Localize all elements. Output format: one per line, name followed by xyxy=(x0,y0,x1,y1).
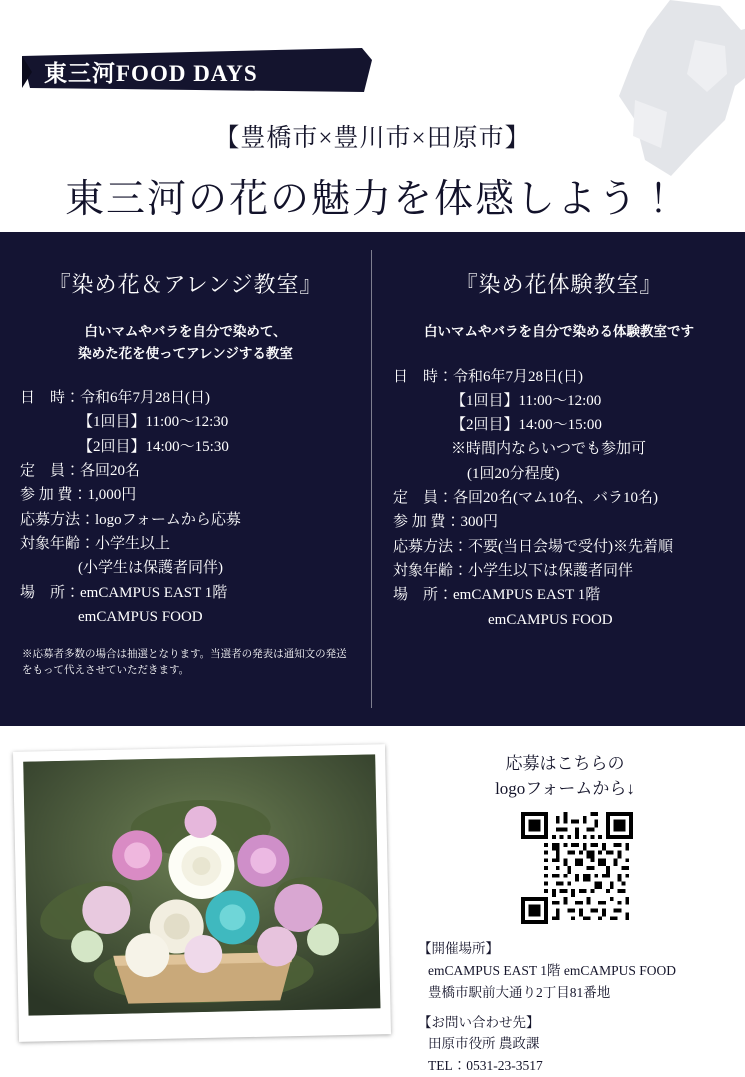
city-line: 【豊橋市×豊川市×田原市】 xyxy=(214,125,531,152)
detail-value: 【2回目】14:00〜15:30 xyxy=(78,438,229,455)
course-details-arrange xyxy=(0,386,371,629)
detail-row xyxy=(20,532,371,556)
detail-row xyxy=(393,486,745,510)
courses-panel xyxy=(0,232,745,726)
poster-footer xyxy=(0,726,745,1074)
detail-row xyxy=(393,365,745,389)
venue-heading: 【開催場所】 xyxy=(418,941,499,956)
detail-row xyxy=(20,556,371,580)
detail-label: 参 加 費： xyxy=(393,514,461,531)
detail-value: emCAMPUS EAST 1階 xyxy=(453,587,601,604)
detail-label: 定 員： xyxy=(393,490,454,507)
detail-value: 令和6年7月28日(日) xyxy=(80,390,211,407)
detail-value: 小学生以上 xyxy=(95,535,171,552)
detail-value: 【2回目】14:00〜15:00 xyxy=(451,417,602,434)
detail-label: 場 所： xyxy=(20,584,81,601)
apply-line-1: 応募はこちらの xyxy=(505,754,625,773)
detail-value: 不要(当日会場で受付)※先着順 xyxy=(468,538,674,555)
detail-label: 対象年齢： xyxy=(393,562,469,579)
detail-row xyxy=(393,559,745,583)
detail-value: 300円 xyxy=(460,514,499,531)
detail-row xyxy=(393,510,745,534)
course-title-arrange: 『染め花＆アレンジ教室』 xyxy=(48,272,323,297)
detail-label: 対象年齢： xyxy=(20,535,96,552)
detail-row xyxy=(393,462,745,486)
course-subtitle-line2: 染めた花を使ってアレンジする教室 xyxy=(78,345,293,361)
apply-line-2: logoフォームから↓ xyxy=(495,778,635,798)
venue-address: 豊橋市駅前大通り2丁目81番地 xyxy=(428,984,611,1000)
map-shape-icon xyxy=(575,0,745,190)
contact-tel: TEL：0531-23-3517 xyxy=(428,1058,543,1074)
course-subtitle-experience xyxy=(373,321,745,343)
course-column-experience xyxy=(373,232,745,726)
detail-label: 参 加 費： xyxy=(20,487,88,504)
venue-contact-block xyxy=(420,938,740,1077)
page-title: 東三河の花の魅力を体感しよう！ xyxy=(64,178,680,221)
detail-value: logoフォームから応募 xyxy=(95,511,241,528)
detail-row xyxy=(20,459,371,483)
detail-row xyxy=(20,605,371,629)
lottery-note: ※応募者多数の場合は抽選となります。当選者の発表は通知文の発送をもって代えさせていただきます。 xyxy=(22,648,347,676)
detail-row xyxy=(20,483,371,507)
detail-value: 1,000円 xyxy=(87,487,137,504)
ribbon-label: 東三河FOOD DAYS xyxy=(44,61,258,86)
course-subtitle-line1: 白いマムやバラを自分で染めて、 xyxy=(84,324,287,339)
detail-label: 定 員： xyxy=(20,463,81,480)
qr-code[interactable] xyxy=(521,812,633,924)
flower-arrangement-photo xyxy=(23,754,380,1015)
detail-label: 日 時： xyxy=(393,368,454,385)
detail-row xyxy=(393,413,745,437)
detail-value: ※時間内ならいつでも参加可 xyxy=(451,441,647,458)
detail-value: 各回20名 xyxy=(80,463,141,480)
detail-row xyxy=(20,386,371,410)
detail-row xyxy=(393,389,745,413)
detail-label: 日 時： xyxy=(20,390,81,407)
detail-value: emCAMPUS FOOD xyxy=(78,608,203,625)
venue-name: emCAMPUS EAST 1階 emCAMPUS FOOD xyxy=(428,962,677,978)
detail-value: 令和6年7月28日(日) xyxy=(453,368,584,385)
course-details-experience xyxy=(373,365,745,632)
detail-row xyxy=(393,583,745,607)
contact-heading: 【お問い合わせ先】 xyxy=(418,1014,540,1030)
detail-value: 各回20名(マム10名、バラ10名) xyxy=(453,490,659,507)
course-column-arrange xyxy=(0,232,371,726)
course-title-experience: 『染め花体験教室』 xyxy=(455,272,663,297)
detail-value: 小学生以下は保護者同伴 xyxy=(468,562,634,579)
detail-row xyxy=(20,581,371,605)
spacer xyxy=(420,1004,740,1012)
detail-row xyxy=(20,410,371,434)
detail-value: emCAMPUS FOOD xyxy=(488,611,613,628)
detail-value: emCAMPUS EAST 1階 xyxy=(80,584,228,601)
detail-row xyxy=(393,535,745,559)
apply-heading xyxy=(400,752,730,801)
poster-header xyxy=(0,0,745,232)
detail-label: 応募方法： xyxy=(20,511,96,528)
detail-row xyxy=(20,435,371,459)
course-subtitle-arrange xyxy=(0,321,371,364)
detail-value: 【1回目】11:00〜12:30 xyxy=(78,414,229,431)
detail-row xyxy=(393,437,745,461)
detail-row xyxy=(20,508,371,532)
contact-name: 田原市役所 農政課 xyxy=(428,1036,540,1052)
photo-frame xyxy=(13,744,391,1042)
detail-value: (小学生は保護者同伴) xyxy=(78,560,223,577)
detail-label: 場 所： xyxy=(393,587,454,604)
course-subtitle-line1: 白いマムやバラを自分で染める体験教室です xyxy=(424,324,694,339)
detail-value: (1回20分程度) xyxy=(467,465,560,482)
detail-label: 応募方法： xyxy=(393,538,469,555)
detail-value: 【1回目】11:00〜12:00 xyxy=(451,392,602,409)
detail-row xyxy=(393,608,745,632)
